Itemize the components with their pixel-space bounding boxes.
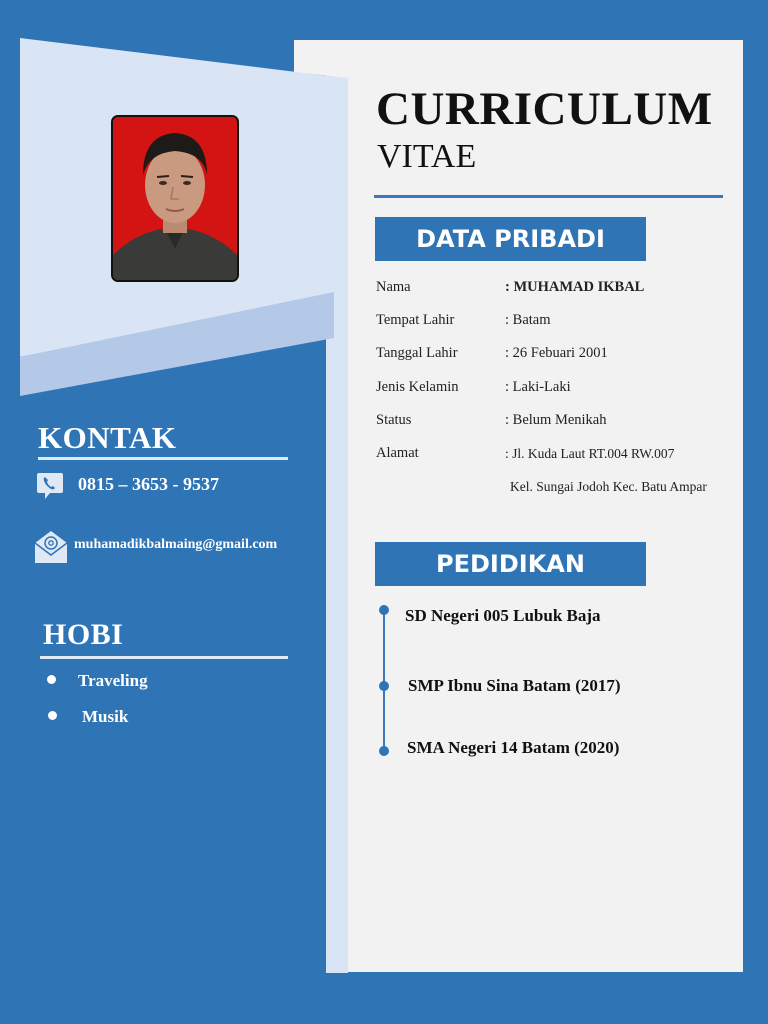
email-address[interactable]: muhamadikbalmaing@gmail.com bbox=[74, 537, 278, 552]
contact-heading: KONTAK bbox=[38, 420, 177, 455]
page-title: CURRICULUM bbox=[376, 83, 713, 135]
field-value-birthplace: : Batam bbox=[505, 312, 551, 328]
contact-divider bbox=[38, 457, 288, 460]
field-label-birthdate: Tanggal Lahir bbox=[376, 345, 458, 361]
personal-data-banner: DATA PRIBADI bbox=[375, 217, 646, 261]
education-item: SD Negeri 005 Lubuk Baja bbox=[405, 606, 601, 625]
field-value-name: : MUHAMAD IKBAL bbox=[505, 279, 645, 295]
field-value-gender: : Laki-Laki bbox=[505, 379, 571, 395]
field-value-status: : Belum Menikah bbox=[505, 412, 607, 428]
phone-number[interactable]: 0815 – 3653 - 9537 bbox=[78, 474, 219, 494]
profile-photo bbox=[111, 115, 239, 282]
field-label-gender: Jenis Kelamin bbox=[376, 379, 459, 395]
hobby-divider bbox=[40, 656, 288, 659]
bullet-icon bbox=[47, 675, 56, 684]
field-label-birthplace: Tempat Lahir bbox=[376, 312, 455, 328]
education-item: SMA Negeri 14 Batam (2020) bbox=[407, 738, 620, 757]
page-subtitle: VITAE bbox=[377, 138, 477, 175]
field-label-name: Nama bbox=[376, 279, 411, 295]
hobby-item: Musik bbox=[82, 707, 129, 726]
hobby-item: Traveling bbox=[78, 671, 148, 690]
title-divider bbox=[374, 195, 723, 198]
bullet-icon bbox=[48, 711, 57, 720]
phone-icon bbox=[36, 471, 64, 501]
timeline-dot-icon bbox=[379, 681, 389, 691]
field-value-address-line2: Kel. Sungai Jodoh Kec. Batu Ampar bbox=[510, 479, 707, 494]
field-value-address: : Jl. Kuda Laut RT.004 RW.007 bbox=[505, 446, 675, 461]
education-item: SMP Ibnu Sina Batam (2017) bbox=[408, 676, 621, 695]
education-banner: PEDIDIKAN bbox=[375, 542, 646, 586]
timeline-dot-icon bbox=[379, 605, 389, 615]
hobby-heading: HOBI bbox=[43, 618, 124, 651]
email-icon bbox=[33, 529, 69, 565]
field-label-address: Alamat bbox=[376, 445, 419, 461]
education-timeline bbox=[383, 609, 385, 751]
person-portrait-icon bbox=[113, 117, 237, 280]
field-label-status: Status bbox=[376, 412, 412, 428]
timeline-dot-icon bbox=[379, 746, 389, 756]
field-value-birthdate: : 26 Febuari 2001 bbox=[505, 345, 608, 361]
